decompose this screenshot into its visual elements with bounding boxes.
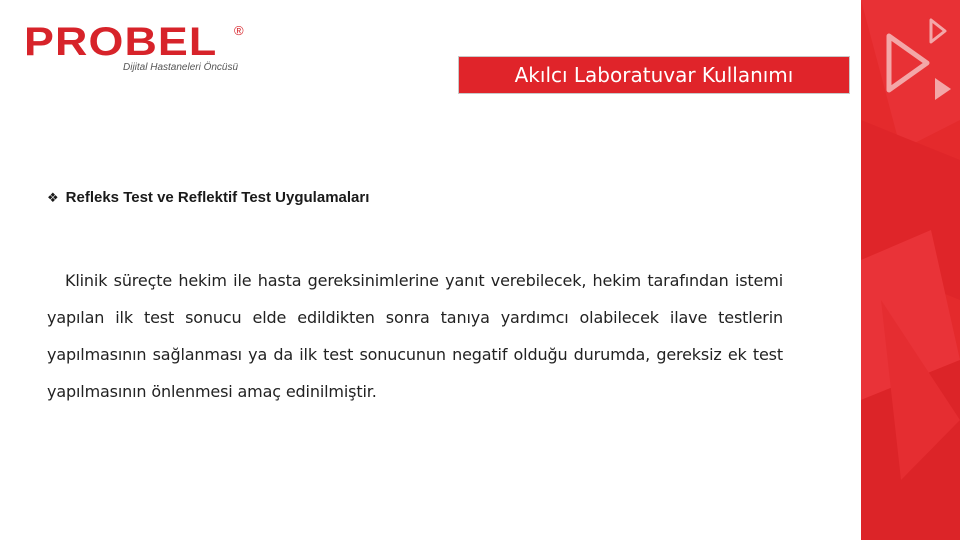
section-heading	[47, 189, 369, 206]
logo-tagline: Dijital Hastaneleri Öncüsü	[123, 62, 239, 73]
side-decor-panel	[861, 0, 960, 540]
probel-logo	[24, 22, 248, 78]
logo-registered-mark: ®	[234, 23, 244, 38]
diamond-bullet-icon: ❖	[47, 189, 59, 205]
section-heading-text: Refleks Test ve Reflektif Test Uygulamaları	[65, 189, 370, 206]
body-paragraph: Klinik süreçte hekim ile hasta gereksinimlerine yanıt verebilecek, hekim tarafından istemi yapılan ilk test sonucu elde edildikten sonra tanıya yardımcı olabilecek ilave testlerin yapılmasının sağlanması ya da ilk test sonucunun negatif olduğu durumda, gereksiz ek test yapılmasının önlenmesi amaç edinilmiştir.	[47, 271, 783, 401]
play-arrows-icon	[861, 0, 960, 120]
logo-wordmark: PROBEL	[24, 20, 218, 64]
slide-title: Akılcı Laboratuvar Kullanımı	[514, 63, 794, 87]
slide-title-box	[458, 56, 850, 94]
